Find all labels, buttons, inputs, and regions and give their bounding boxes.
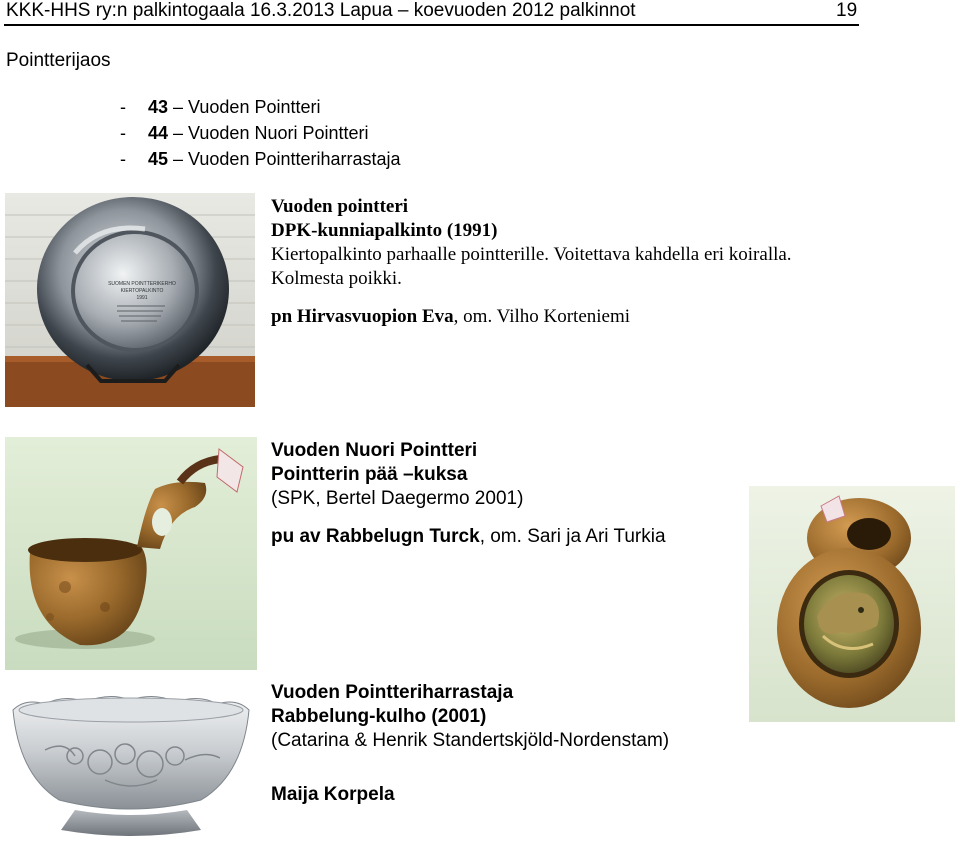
list-item <box>120 96 401 122</box>
award-description-2: Kolmesta poikki. <box>271 268 402 289</box>
page-number: 19 <box>836 0 858 21</box>
plate-engraving-line-3: 1991 <box>136 295 148 301</box>
page-header-title: KKK-HHS ry:n palkintogaala 16.3.2013 Lapua – koevuoden 2012 palkinnot <box>6 0 636 21</box>
category-number: 45 <box>148 149 169 169</box>
category-label: – Vuoden Nuori Pointteri <box>173 123 369 143</box>
award-description: Kiertopalkinto parhaalle pointterille. Voitettava kahdella eri koiralla. <box>271 244 792 265</box>
wooden-kuksa-cup-image <box>5 437 257 670</box>
category-number: 44 <box>148 123 169 143</box>
award-description: (SPK, Bertel Daegermo 2001) <box>271 488 524 509</box>
list-dash: - <box>120 97 126 117</box>
list-item <box>120 122 401 148</box>
award-heading: Vuoden Nuori Pointteri <box>271 440 478 461</box>
winner-owner: , om. Vilho Korteniemi <box>453 306 631 327</box>
plate-engraving-line-1: SUOMEN POINTTERIKERHO <box>108 281 176 287</box>
award-trophy-name: Pointterin pää –kuksa <box>271 464 468 485</box>
category-number: 43 <box>148 97 169 117</box>
winner-owner: , om. Sari ja Ari Turkia <box>479 526 666 547</box>
list-dash: - <box>120 123 126 143</box>
award-description: (Catarina & Henrik Standertskjöld-Nordenstam) <box>271 730 670 751</box>
category-label: – Vuoden Pointteriharrastaja <box>173 149 401 169</box>
category-list <box>120 96 401 174</box>
plate-engraving-line-2: KIERTOPALKINTO <box>120 288 164 294</box>
award-vuoden-nuori-pointteri <box>271 439 666 549</box>
kuksa-pointer-head-image <box>749 486 955 722</box>
silver-plate-trophy-image <box>5 193 255 407</box>
winner-dog-name: pn Hirvasvuopion Eva <box>271 306 454 327</box>
award-trophy-name: DPK-kunniapalkinto (1991) <box>271 220 498 241</box>
award-winner <box>271 305 792 329</box>
award-winner: Maija Korpela <box>271 784 395 805</box>
award-vuoden-pointteriharrastaja <box>271 681 669 807</box>
award-trophy-name: Rabbelung-kulho (2001) <box>271 706 487 727</box>
award-heading: Vuoden pointteri <box>271 196 409 217</box>
header-divider <box>4 24 859 26</box>
award-winner <box>271 525 666 549</box>
winner-dog-name: pu av Rabbelugn Turck <box>271 526 480 547</box>
award-heading: Vuoden Pointteriharrastaja <box>271 682 514 703</box>
silver-bowl-image <box>5 680 255 844</box>
category-label: – Vuoden Pointteri <box>173 97 321 117</box>
section-title: Pointterijaos <box>6 50 111 71</box>
award-vuoden-pointteri <box>271 195 792 329</box>
list-dash: - <box>120 149 126 169</box>
list-item <box>120 148 401 174</box>
